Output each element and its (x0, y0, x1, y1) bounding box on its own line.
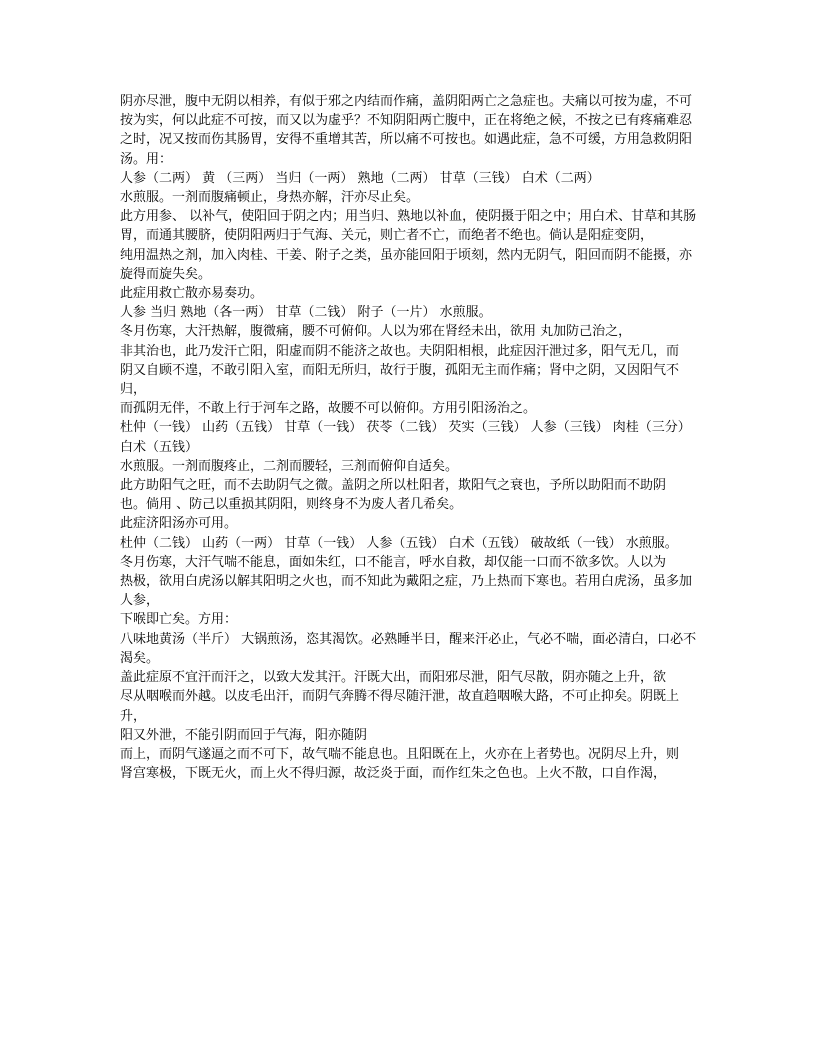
text-line: 而孤阴无伴，不敢上行于河车之路，故腰不可以俯仰。方用引阳汤治之。 (120, 401, 537, 417)
text-line: 而上，而阴气遂逼之而不可下，故气喘不能息也。且阳既在上，火亦在上者势也。况阴尽上升，则 (120, 746, 680, 762)
text-line: 此症用救亡散亦易奏功。 (120, 286, 264, 302)
text-line: 之时，况又按而伤其肠胃，安得不重增其苦，所以痛不可按也。如遇此症，急不可缓，方用急救阴阳汤。用： (120, 132, 693, 167)
text-line: 人参（二两） 黄 （三两） 当归（一两） 熟地（二两） 甘草（三钱） 白术（二两） (120, 170, 600, 186)
text-line: 肾宫寒极，下既无火，而上火不得归源，故泛炎于面，而作红朱之色也。上火不散，口自作渴， (120, 766, 667, 782)
text-line: 水煎服。一剂而腹痛顿止，身热亦解，汗亦尽止矣。 (120, 190, 420, 206)
text-line: 冬月伤寒，大汗气喘不能息，面如朱红，口不能言，呼水自救，却仅能一口而不欲多饮。人以为 (120, 554, 667, 570)
text-line: 纯用温热之剂，加入肉桂、干姜、附子之类，虽亦能回阳于顷刻，然内无阴气，阳回而阴不能摄，亦 (120, 247, 693, 263)
text-line: 水煎服。一剂而腹疼止，二剂而腰轻，三剂而俯仰自适矣。 (120, 458, 459, 474)
text-line: 也。倘用 、防己以重损其阴阳，则终身不为废人者几希矣。 (120, 497, 463, 513)
text-line: 人参 当归 熟地（各一两） 甘草（二钱） 附子（一片） 水煎服。 (120, 305, 492, 321)
text-line: 热极，欲用白虎汤以解其阳明之火也，而不知此为戴阳之症，乃上热而下寒也。若用白虎汤，虽多加人参， (120, 574, 693, 609)
text-line: 八味地黄汤（半斤） 大锅煎汤，恣其渴饮。必熟睡半日，醒来汗必止，气必不喘，面必清白，口必不渴矣。 (120, 631, 697, 666)
text-line: 冬月伤寒，大汗热解，腹微痛，腰不可俯仰。人以为邪在肾经未出，欲用 丸加防己治之， (120, 324, 632, 340)
text-line: 此方助阳气之旺，而不去助阴气之微。盖阴之所以杜阳者，欺阳气之衰也，予所以助阳而不助阴 (120, 478, 667, 494)
text-line: 下喉即亡矣。方用： (120, 612, 238, 628)
document-page (120, 92, 700, 783)
text-line: 尽从咽喉而外越。以皮毛出汗，而阴气奔腾不得尽随汗泄，故直趋咽喉大路，不可止抑矣。阴既上升， (120, 689, 680, 724)
text-line: 旋得而旋失矣。 (120, 266, 212, 282)
text-line: 盖此症原不宜汗而汗之，以致大发其汗。汗既大出，而阳邪尽泄，阳气尽散，阴亦随之上升，欲 (120, 670, 667, 686)
text-line: 阳又外泄，不能引阴而回于气海，阳亦随阴 (120, 727, 368, 743)
text-line: 白术（五钱） (120, 439, 199, 455)
text-line: 按为实，何以此症不可按，而又以为虚乎？不知阴阳两亡腹中，正在将绝之候，不按之已有疼痛难忍 (120, 113, 693, 129)
text-line: 此症济阳汤亦可用。 (120, 516, 238, 532)
text-line: 杜仲（二钱） 山药（一两） 甘草（一钱） 人参（五钱） 白术（五钱） 破故纸（一钱） 水煎服。 (120, 535, 678, 551)
text-line: 阴又自顾不遑，不敢引阳入室，而阳无所归，故行于腹，孤阳无主而作痛；肾中之阴，又因阳气不归， (120, 362, 680, 398)
text-line: 非其治也，此乃发汗亡阳，阳虚而阴不能济之故也。夫阴阳相根，此症因汗泄过多，阳气无几，而 (120, 343, 680, 359)
text-line: 此方用参、 以补气，使阳回于阴之内；用当归、熟地以补血，使阴摄于阳之中；用白术、甘草和其肠胃，而通其腰脐，使阴阳两归于气海、关元，则亡者不亡，而绝者不绝也。倘认是阳症变阴， (120, 209, 697, 244)
text-line: 杜仲（一钱） 山药（五钱） 甘草（一钱） 茯苓（二钱） 芡实（三钱） 人参（三钱） 肉桂（三分） (120, 420, 691, 436)
text-line: 阴亦尽泄，腹中无阴以相养，有似于邪之内结而作痛，盖阴阳两亡之急症也。夫痛以可按为虚，不可 (120, 94, 693, 109)
